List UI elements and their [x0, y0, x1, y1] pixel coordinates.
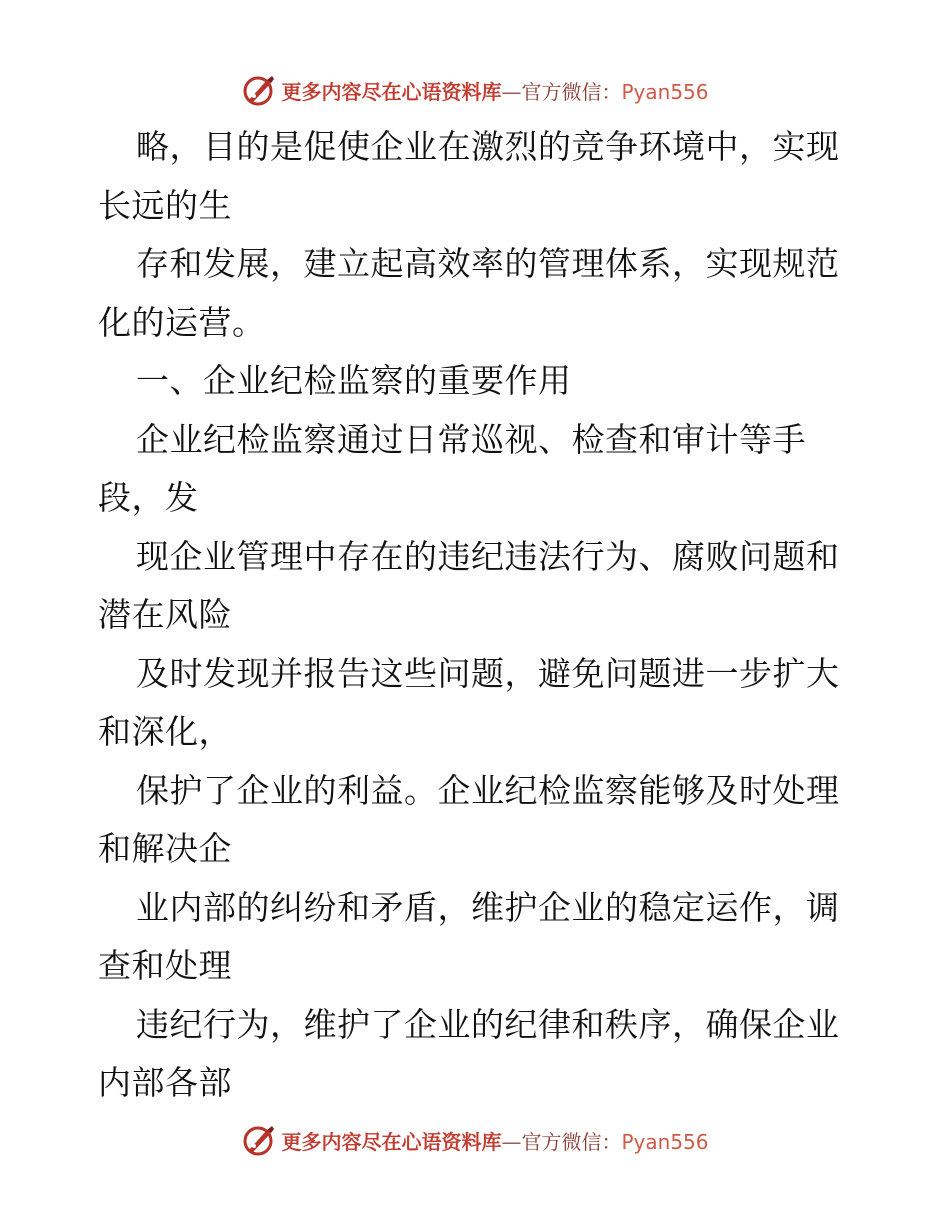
- text-line: 保护了企业的利益。企业纪检监察能够及时处理: [136, 770, 840, 810]
- document-body: [98, 118, 858, 1113]
- footer-contact-label: 官方微信：: [521, 1129, 622, 1154]
- text-line: 段，发: [98, 478, 199, 517]
- pen-logo-icon: [241, 1122, 277, 1158]
- text-line: 略，目的是促使企业在激烈的竞争环境中，实现: [136, 127, 840, 166]
- text-line: 一、企业纪检监察的重要作用: [136, 361, 572, 400]
- header-banner-text: [281, 76, 708, 105]
- header-separator: —: [501, 79, 522, 104]
- text-line: 业内部的纠纷和矛盾，维护企业的稳定运作，调: [136, 887, 840, 927]
- text-line: 及时发现并报告这些问题，避免问题进一步扩大: [136, 653, 840, 693]
- text-line: 企业纪检监察通过日常巡视、检查和审计等手: [136, 419, 806, 459]
- text-line: 化的运营。: [98, 302, 266, 342]
- text-line: 违纪行为，维护了企业的纪律和秩序，确保企业: [136, 1004, 840, 1044]
- text-line: 现企业管理中存在的违纪违法行为、腐败问题和: [136, 536, 840, 576]
- text-line: 和深化，: [98, 712, 232, 751]
- header-contact-label: 官方微信：: [521, 79, 622, 104]
- footer-banner: [0, 1120, 950, 1160]
- text-line: 内部各部: [98, 1063, 232, 1102]
- footer-contact-value: Pyan556: [621, 1129, 709, 1154]
- text-line: 潜在风险: [98, 595, 232, 634]
- footer-banner-text: [281, 1126, 708, 1155]
- text-line: 查和处理: [98, 946, 232, 985]
- header-banner: [0, 70, 950, 110]
- footer-banner-title: 更多内容尽在心语资料库: [281, 1129, 502, 1154]
- text-line: 长远的生: [98, 185, 232, 225]
- pen-logo-icon: [241, 72, 277, 108]
- footer-separator: —: [501, 1129, 522, 1154]
- header-contact-value: Pyan556: [621, 79, 709, 104]
- header-banner-title: 更多内容尽在心语资料库: [281, 79, 502, 104]
- text-line: 和解决企: [98, 829, 232, 868]
- text-line: 存和发展，建立起高效率的管理体系，实现规范: [136, 244, 840, 283]
